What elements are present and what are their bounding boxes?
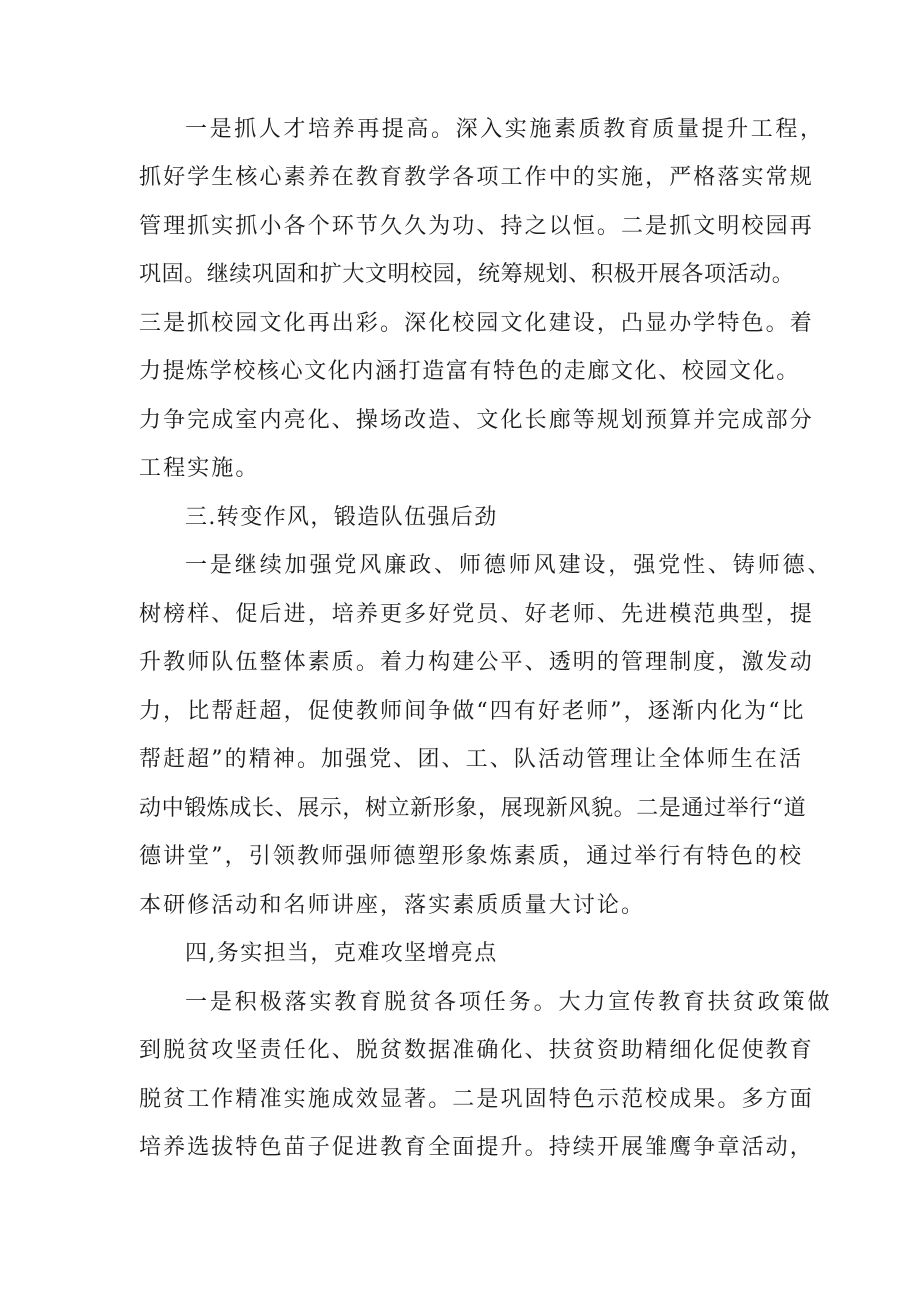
paragraph-2-line-6: 动中锻炼成长、展示，树立新形象，展现新风貌。二是通过举行“道 [139, 796, 807, 821]
paragraph-2-line-1: 一是继续加强党风廉政、师德师风建设，强党性、铸师德、 [185, 553, 833, 578]
paragraph-3-line-1: 一是积极落实教育脱贫各项任务。大力宣传教育扶贫政策做 [185, 990, 833, 1015]
paragraph-3-line-4: 培养选拔特色苗子促进教育全面提升。持续开展雏鹰争章活动， [139, 1135, 814, 1160]
paragraph-1-line-1: 一是抓人才培养再提高。深入实施素质教育质量提升工程， [185, 117, 825, 142]
paragraph-3-line-2: 到脱贫攻坚责任化、脱贫数据准确化、扶贫资助精细化促使教育 [139, 1038, 814, 1063]
paragraph-2-line-2: 树榜样、促后进，培养更多好党员、好老师、先进模范典型，提 [139, 602, 814, 627]
paragraph-2-line-8: 本研修活动和名师讲座，落实素质质量大讨论。 [139, 893, 646, 918]
paragraph-1-line-6: 力提炼学校核心文化内涵打造富有特色的走廊文化、校园文化。 [139, 359, 800, 384]
paragraph-3-line-3: 脱贫工作精准实施成效显著。二是巩固特色示范校成果。多方面 [139, 1087, 814, 1112]
paragraph-1-line-5: 三是抓校园文化再出彩。深化校园文化建设，凸显办学特色。着 [139, 311, 814, 336]
paragraph-1-line-8: 工程实施。 [139, 456, 260, 481]
section-heading-4: 四,务实担当，克难攻坚增亮点 [185, 941, 498, 966]
paragraph-2-line-3: 升教师队伍整体素质。着力构建公平、透明的管理制度，激发动 [139, 650, 814, 675]
paragraph-2-line-5: 帮赶超”的精神。加强党、团、工、队活动管理让全体师生在活 [139, 747, 804, 772]
paragraph-1-line-7: 力争完成室内亮化、操场改造、文化长廊等规划预算并完成部分 [139, 408, 814, 433]
paragraph-1-line-3: 管理抓实抓小各个环节久久为功、持之以恒。二是抓文明校园再 [139, 214, 814, 239]
paragraph-1-line-4: 巩固。继续巩固和扩大文明校园，统筹规划、积极开展各项活动。 [139, 262, 795, 287]
section-heading-3: 三.转变作风，锻造队伍强后劲 [185, 505, 498, 530]
paragraph-1-line-2: 抓好学生核心素养在教育教学各项工作中的实施，严格落实常规 [139, 165, 814, 190]
paragraph-2-line-7: 德讲堂”，引领教师强师德塑形象炼素质，通过举行有特色的校 [139, 844, 804, 869]
paragraph-2-line-4: 力，比帮赶超，促使教师间争做“四有好老师”，逐渐内化为“比 [139, 699, 806, 724]
